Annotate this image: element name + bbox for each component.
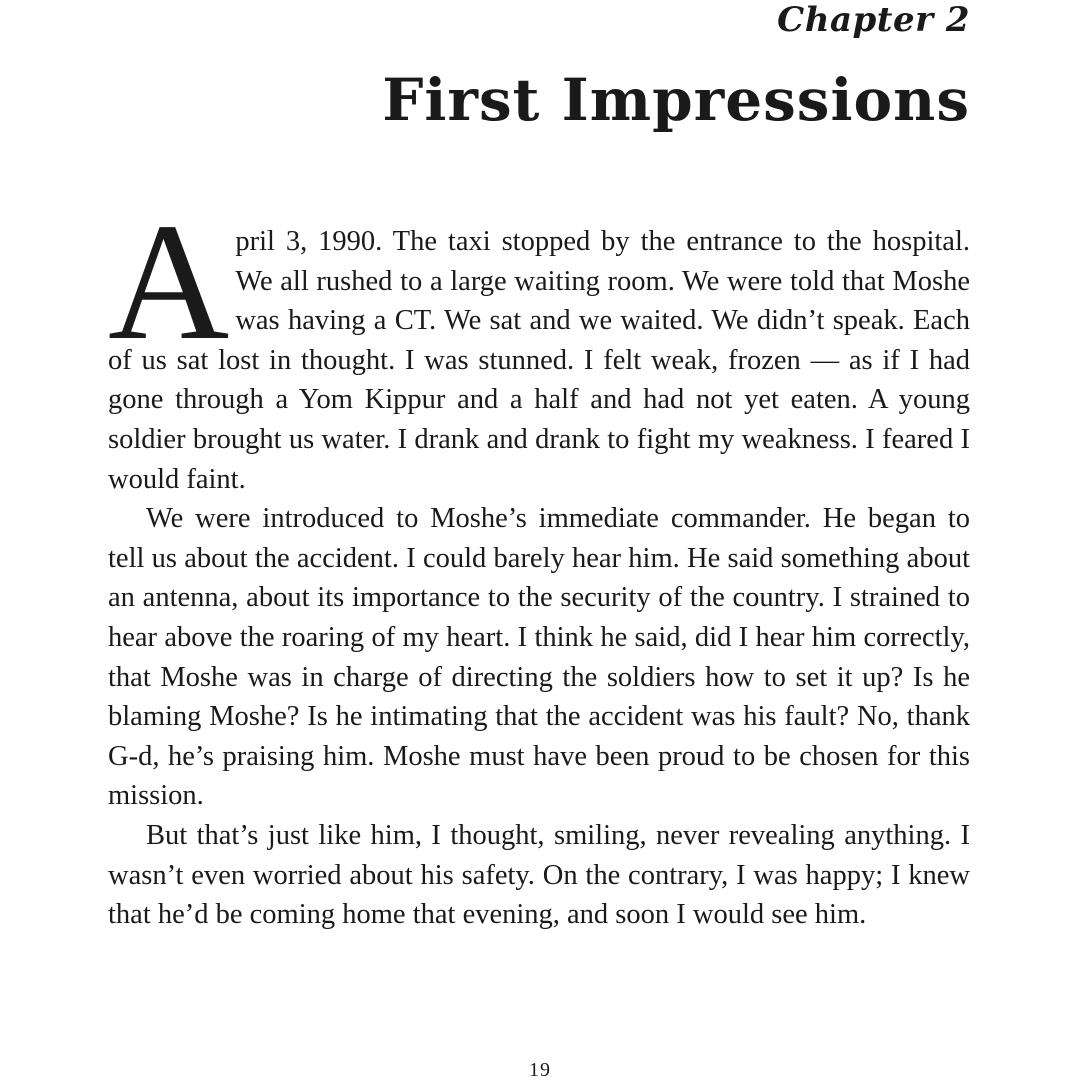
page-title: First Impressions <box>382 66 970 134</box>
chapter-body <box>108 189 970 935</box>
paragraph-2: We were introduced to Moshe’s immediate commander. He began to tell us about the accident. I could barely hear him. He said something about an antenna, about its importance to the security of the country. I strained to hear above the roaring of my heart. I think he said, did I hear him correctly, that Moshe was in charge of directing the soldiers how to set it up? Is he blaming Moshe? Is he intimating that the accident was his fault? No, thank G-d, he’s praising him. Moshe must have been proud to be chosen for this mission. <box>108 503 970 812</box>
paragraph-3: But that’s just like him, I thought, smiling, never revealing anything. I wasn’t even worried about his safety. On the contrary, I was happy; I knew that he’d be coming home that evening, and soon I would see him. <box>108 819 970 931</box>
paragraph-1-text: pril 3, 1990. The taxi stopped by the entrance to the hospital. We all rushed to a large waiting room. We were told that Moshe was having a CT. We sat and we waited. We didn’t speak. Each of us sat lost in thought. I was stunned. I felt weak, frozen — as if I had gone through a Yom Kippur and a half and had not yet eaten. A young soldier brought us water. I drank and drank to fight my weakness. I feared I would faint. <box>108 226 970 495</box>
chapter-label: Chapter 2 <box>777 0 970 40</box>
drop-cap: A <box>108 189 230 375</box>
page-number: 19 <box>529 1059 551 1081</box>
paragraph-1 <box>108 189 970 499</box>
